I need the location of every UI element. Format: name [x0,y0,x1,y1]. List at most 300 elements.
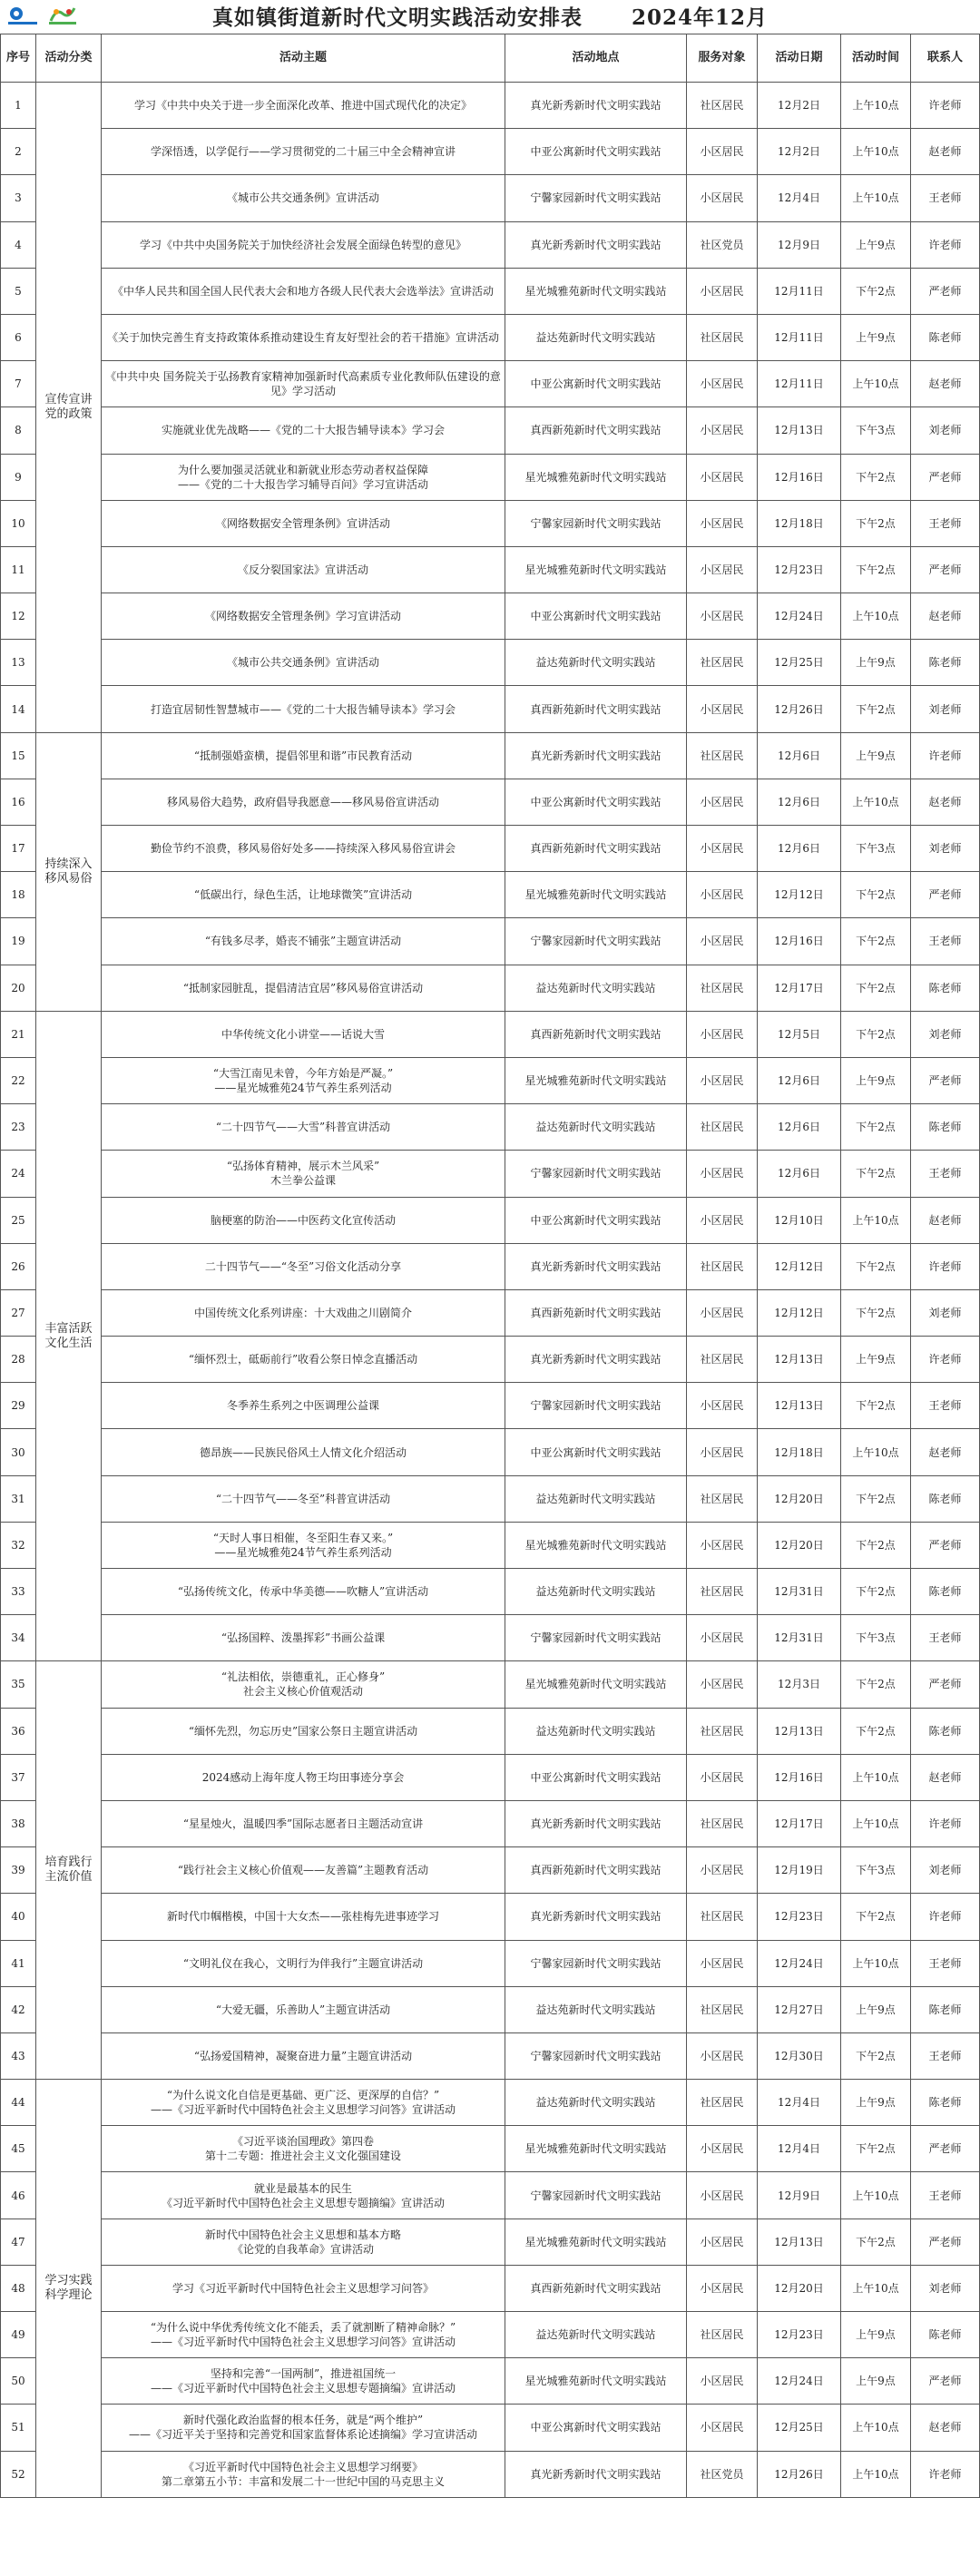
row-theme: 移风易俗大趋势，政府倡导我愿意——移风易俗宣讲活动 [102,779,505,825]
row-date: 12月13日 [758,2218,841,2265]
row-theme: “弘扬爱国精神，凝聚奋进力量”主题宣讲活动 [102,2032,505,2079]
row-date: 12月12日 [758,872,841,918]
row-place: 中亚公寓新时代文明实践站 [505,361,687,407]
row-place: 星光城雅苑新时代文明实践站 [505,872,687,918]
row-time: 下午3点 [841,1847,911,1894]
table-row [1,2172,980,2218]
row-no: 30 [1,1429,36,1475]
row-target: 小区居民 [687,1847,758,1894]
row-place: 真西新苑新时代文明实践站 [505,686,687,732]
row-contact: 许老师 [911,1894,980,1940]
row-date: 12月26日 [758,686,841,732]
row-no: 26 [1,1243,36,1289]
row-theme: 脑梗塞的防治——中医药文化宣传活动 [102,1197,505,1243]
row-date: 12月30日 [758,2032,841,2079]
row-time: 上午9点 [841,2312,911,2358]
row-place: 真光新秀新时代文明实践站 [505,221,687,268]
table-row [1,268,980,314]
row-no: 10 [1,500,36,546]
row-no: 42 [1,1986,36,2032]
row-time: 下午2点 [841,1151,911,1197]
row-place: 中亚公寓新时代文明实践站 [505,2405,687,2451]
row-contact: 许老师 [911,1243,980,1289]
row-time: 上午10点 [841,1754,911,1800]
row-date: 12月19日 [758,1847,841,1894]
row-no: 27 [1,1289,36,1336]
row-no: 51 [1,2405,36,2451]
row-place: 真西新苑新时代文明实践站 [505,1289,687,1336]
row-date: 12月12日 [758,1243,841,1289]
row-no: 8 [1,407,36,454]
title-main: 真如镇街道新时代文明实践活动安排表 [211,5,583,30]
row-target: 社区居民 [687,1243,758,1289]
table-row [1,1615,980,1661]
row-time: 下午2点 [841,918,911,965]
row-place: 宁馨家园新时代文明实践站 [505,1151,687,1197]
table-row [1,640,980,686]
header-date: 活动日期 [758,34,841,83]
row-theme: 打造宜居韧性智慧城市——《党的二十大报告辅导读本》学习会 [102,686,505,732]
table-row [1,221,980,268]
row-contact: 赵老师 [911,593,980,640]
row-date: 12月25日 [758,2405,841,2451]
table-row [1,872,980,918]
row-place: 真光新秀新时代文明实践站 [505,732,687,779]
header-time: 活动时间 [841,34,911,83]
row-date: 12月5日 [758,1011,841,1057]
row-time: 下午2点 [841,1475,911,1522]
row-date: 12月13日 [758,1337,841,1383]
row-target: 社区居民 [687,314,758,360]
header-place: 活动地点 [505,34,687,83]
row-no: 34 [1,1615,36,1661]
table-row [1,1661,980,1708]
row-time: 上午10点 [841,593,911,640]
row-theme: 为什么要加强灵活就业和新就业形态劳动者权益保障 ——《党的二十大报告学习辅导百问》学习宣讲活动 [102,454,505,500]
row-theme: 《习近平新时代中国特色社会主义思想学习纲要》 第二章第五小节：丰富和发展二十一世纪中国的马克思主义 [102,2451,505,2497]
row-no: 4 [1,221,36,268]
row-no: 52 [1,2451,36,2497]
row-time: 上午9点 [841,1337,911,1383]
row-place: 益达苑新时代文明实践站 [505,2080,687,2126]
table-row [1,500,980,546]
row-theme: “礼法相依，崇德重礼，正心修身” 社会主义核心价值观活动 [102,1661,505,1708]
row-date: 12月16日 [758,454,841,500]
row-date: 12月9日 [758,221,841,268]
row-target: 小区居民 [687,500,758,546]
row-target: 社区居民 [687,1894,758,1940]
table-row [1,1894,980,1940]
row-contact: 赵老师 [911,779,980,825]
row-no: 41 [1,1940,36,1986]
row-target: 小区居民 [687,1661,758,1708]
row-place: 星光城雅苑新时代文明实践站 [505,2358,687,2405]
row-target: 小区居民 [687,2265,758,2311]
row-no: 29 [1,1383,36,1429]
table-row [1,2032,980,2079]
row-date: 12月4日 [758,175,841,221]
row-no: 44 [1,2080,36,2126]
row-time: 下午2点 [841,268,911,314]
row-no: 46 [1,2172,36,2218]
row-place: 宁馨家园新时代文明实践站 [505,1940,687,1986]
header-theme: 活动主题 [102,34,505,83]
row-contact: 陈老师 [911,2312,980,2358]
row-place: 宁馨家园新时代文明实践站 [505,500,687,546]
row-target: 小区居民 [687,779,758,825]
row-no: 31 [1,1475,36,1522]
table-row [1,83,980,129]
row-time: 下午2点 [841,546,911,593]
row-target: 社区居民 [687,1800,758,1846]
row-date: 12月16日 [758,1754,841,1800]
row-time: 上午10点 [841,2265,911,2311]
row-target: 小区居民 [687,175,758,221]
table-row [1,2126,980,2172]
row-target: 小区居民 [687,2218,758,2265]
row-theme: 二十四节气——“冬至”习俗文化活动分享 [102,1243,505,1289]
table-row [1,1011,980,1057]
table-row [1,129,980,175]
row-no: 37 [1,1754,36,1800]
category-cell: 宣传宣讲 党的政策 [36,83,102,733]
row-time: 下午2点 [841,2126,911,2172]
row-place: 星光城雅苑新时代文明实践站 [505,268,687,314]
row-target: 小区居民 [687,361,758,407]
category-cell: 学习实践 科学理论 [36,2080,102,2498]
row-contact: 王老师 [911,175,980,221]
row-place: 宁馨家园新时代文明实践站 [505,918,687,965]
row-time: 上午10点 [841,83,911,129]
row-contact: 王老师 [911,2172,980,2218]
row-time: 下午2点 [841,872,911,918]
row-date: 12月25日 [758,640,841,686]
table-row [1,1986,980,2032]
row-date: 12月10日 [758,1197,841,1243]
row-theme: 中国传统文化系列讲座：十大戏曲之川剧简介 [102,1289,505,1336]
row-target: 小区居民 [687,1197,758,1243]
row-contact: 陈老师 [911,2080,980,2126]
row-no: 18 [1,872,36,918]
row-time: 上午9点 [841,732,911,779]
table-row [1,1057,980,1103]
header-target: 服务对象 [687,34,758,83]
table-row [1,1429,980,1475]
table-row [1,779,980,825]
row-theme: “践行社会主义核心价值观——友善篇”主题教育活动 [102,1847,505,1894]
row-no: 5 [1,268,36,314]
row-contact: 刘老师 [911,1011,980,1057]
row-contact: 严老师 [911,872,980,918]
table-row [1,407,980,454]
row-contact: 王老师 [911,500,980,546]
row-date: 12月11日 [758,361,841,407]
row-date: 12月24日 [758,593,841,640]
row-contact: 许老师 [911,83,980,129]
table-row [1,1151,980,1197]
row-contact: 王老师 [911,1615,980,1661]
row-contact: 严老师 [911,454,980,500]
row-target: 小区居民 [687,826,758,872]
row-no: 47 [1,2218,36,2265]
row-theme: “缅怀烈士，砥砺前行”收看公祭日悼念直播活动 [102,1337,505,1383]
row-theme: 冬季养生系列之中医调理公益课 [102,1383,505,1429]
row-contact: 严老师 [911,1057,980,1103]
row-place: 星光城雅苑新时代文明实践站 [505,1057,687,1103]
row-theme: 《网络数据安全管理条例》学习宣讲活动 [102,593,505,640]
row-date: 12月31日 [758,1569,841,1615]
row-target: 小区居民 [687,2032,758,2079]
row-contact: 刘老师 [911,2265,980,2311]
row-contact: 许老师 [911,221,980,268]
table-row [1,1940,980,1986]
table-row [1,2080,980,2126]
row-date: 12月26日 [758,2451,841,2497]
row-target: 小区居民 [687,268,758,314]
row-target: 小区居民 [687,546,758,593]
row-target: 小区居民 [687,1522,758,1568]
row-target: 小区居民 [687,454,758,500]
row-time: 上午10点 [841,2172,911,2218]
row-date: 12月27日 [758,1986,841,2032]
row-time: 下午2点 [841,1243,911,1289]
row-contact: 严老师 [911,2358,980,2405]
row-no: 13 [1,640,36,686]
row-theme: 《城市公共交通条例》宣讲活动 [102,640,505,686]
row-target: 社区居民 [687,1337,758,1383]
header [0,0,980,33]
table-row [1,361,980,407]
row-theme: “大爱无疆，乐善助人”主题宣讲活动 [102,1986,505,2032]
row-date: 12月12日 [758,1289,841,1336]
row-target: 社区居民 [687,2080,758,2126]
row-time: 下午2点 [841,965,911,1011]
row-theme: 《中共中央 国务院关于弘扬教育家精神加强新时代高素质专业化教师队伍建设的意见》学习活动 [102,361,505,407]
row-place: 益达苑新时代文明实践站 [505,1708,687,1754]
row-time: 下午2点 [841,1522,911,1568]
table-row [1,2405,980,2451]
row-time: 上午10点 [841,2451,911,2497]
row-target: 小区居民 [687,2126,758,2172]
row-contact: 刘老师 [911,1847,980,1894]
row-target: 社区党员 [687,221,758,268]
row-time: 上午10点 [841,129,911,175]
row-target: 小区居民 [687,686,758,732]
table-row [1,546,980,593]
row-no: 19 [1,918,36,965]
row-time: 下午2点 [841,1894,911,1940]
row-target: 小区居民 [687,2172,758,2218]
row-date: 12月16日 [758,918,841,965]
row-time: 上午9点 [841,1057,911,1103]
row-date: 12月13日 [758,407,841,454]
row-time: 上午10点 [841,175,911,221]
row-date: 12月4日 [758,2080,841,2126]
row-no: 49 [1,2312,36,2358]
row-time: 下午3点 [841,826,911,872]
row-target: 小区居民 [687,872,758,918]
table-row [1,1197,980,1243]
row-date: 12月6日 [758,1057,841,1103]
row-contact: 许老师 [911,732,980,779]
table-row [1,732,980,779]
row-place: 宁馨家园新时代文明实践站 [505,2032,687,2079]
row-date: 12月9日 [758,2172,841,2218]
row-contact: 赵老师 [911,361,980,407]
row-date: 12月4日 [758,2126,841,2172]
row-time: 上午10点 [841,1940,911,1986]
header-contact: 联系人 [911,34,980,83]
row-theme: 《关于加快完善生育支持政策体系推动建设生育友好型社会的若干措施》宣讲活动 [102,314,505,360]
row-target: 小区居民 [687,1429,758,1475]
row-place: 中亚公寓新时代文明实践站 [505,1754,687,1800]
row-place: 宁馨家园新时代文明实践站 [505,1383,687,1429]
row-time: 下午2点 [841,454,911,500]
row-theme: 德昂族——民族民俗风土人情文化介绍活动 [102,1429,505,1475]
row-target: 小区居民 [687,1615,758,1661]
row-theme: 勤俭节约不浪费，移风易俗好处多——持续深入移风易俗宣讲会 [102,826,505,872]
row-place: 星光城雅苑新时代文明实践站 [505,1522,687,1568]
row-target: 社区党员 [687,2451,758,2497]
row-place: 中亚公寓新时代文明实践站 [505,129,687,175]
row-contact: 严老师 [911,2218,980,2265]
row-date: 12月6日 [758,732,841,779]
row-no: 45 [1,2126,36,2172]
row-no: 14 [1,686,36,732]
row-no: 48 [1,2265,36,2311]
row-no: 28 [1,1337,36,1383]
row-theme: “星星烛火，温暖四季”国际志愿者日主题活动宣讲 [102,1800,505,1846]
row-theme: 《网络数据安全管理条例》宣讲活动 [102,500,505,546]
row-no: 6 [1,314,36,360]
row-date: 12月18日 [758,500,841,546]
row-target: 社区居民 [687,83,758,129]
row-no: 12 [1,593,36,640]
table-row [1,593,980,640]
page-title [0,0,980,34]
row-no: 2 [1,129,36,175]
row-contact: 赵老师 [911,1197,980,1243]
row-no: 35 [1,1661,36,1708]
row-no: 39 [1,1847,36,1894]
table-row [1,2218,980,2265]
row-theme: “有钱多尽孝，婚丧不铺张”主题宣讲活动 [102,918,505,965]
row-no: 7 [1,361,36,407]
table-row [1,1754,980,1800]
row-place: 宁馨家园新时代文明实践站 [505,2172,687,2218]
row-contact: 陈老师 [911,1708,980,1754]
row-place: 真光新秀新时代文明实践站 [505,1894,687,1940]
row-place: 星光城雅苑新时代文明实践站 [505,2218,687,2265]
row-target: 小区居民 [687,1011,758,1057]
row-theme: 中华传统文化小讲堂——话说大雪 [102,1011,505,1057]
row-contact: 王老师 [911,2032,980,2079]
row-date: 12月23日 [758,2312,841,2358]
row-target: 小区居民 [687,1383,758,1429]
row-no: 16 [1,779,36,825]
row-place: 益达苑新时代文明实践站 [505,1104,687,1151]
row-target: 小区居民 [687,1151,758,1197]
row-date: 12月6日 [758,826,841,872]
table-row [1,314,980,360]
row-contact: 刘老师 [911,826,980,872]
row-theme: 《中华人民共和国全国人民代表大会和地方各级人民代表大会选举法》宣讲活动 [102,268,505,314]
table-row [1,1475,980,1522]
row-time: 下午2点 [841,1383,911,1429]
row-place: 中亚公寓新时代文明实践站 [505,779,687,825]
row-theme: “弘扬国粹、泼墨挥彩”书画公益课 [102,1615,505,1661]
row-theme: “弘扬体育精神，展示木兰风采” 木兰拳公益课 [102,1151,505,1197]
category-cell: 丰富活跃 文化生活 [36,1011,102,1661]
row-theme: “二十四节气——大雪”科普宣讲活动 [102,1104,505,1151]
row-target: 社区居民 [687,1569,758,1615]
row-contact: 王老师 [911,1151,980,1197]
row-theme: “低碳出行，绿色生活，让地球微笑”宣讲活动 [102,872,505,918]
row-contact: 许老师 [911,2451,980,2497]
row-theme: 新时代巾帼楷模，中国十大女杰——张桂梅先进事迹学习 [102,1894,505,1940]
row-place: 真光新秀新时代文明实践站 [505,1337,687,1383]
row-date: 12月24日 [758,2358,841,2405]
row-target: 社区居民 [687,1986,758,2032]
table-row [1,1522,980,1568]
schedule-table [0,34,980,2498]
row-contact: 王老师 [911,918,980,965]
row-theme: 坚持和完善“一国两制”，推进祖国统一 ——《习近平新时代中国特色社会主义思想专题摘编》宣讲活动 [102,2358,505,2405]
row-place: 宁馨家园新时代文明实践站 [505,175,687,221]
row-date: 12月18日 [758,1429,841,1475]
row-date: 12月20日 [758,1522,841,1568]
row-no: 20 [1,965,36,1011]
row-date: 12月24日 [758,1940,841,1986]
row-theme: 《城市公共交通条例》宣讲活动 [102,175,505,221]
row-contact: 陈老师 [911,640,980,686]
row-date: 12月20日 [758,2265,841,2311]
row-theme: “文明礼仪在我心，文明行为伴我行”主题宣讲活动 [102,1940,505,1986]
row-time: 上午10点 [841,361,911,407]
row-no: 24 [1,1151,36,1197]
row-theme: “缅怀先烈，勿忘历史”国家公祭日主题宣讲活动 [102,1708,505,1754]
table-row [1,1569,980,1615]
row-place: 益达苑新时代文明实践站 [505,1475,687,1522]
row-place: 宁馨家园新时代文明实践站 [505,1615,687,1661]
row-no: 23 [1,1104,36,1151]
row-time: 上午9点 [841,314,911,360]
row-contact: 赵老师 [911,1429,980,1475]
row-time: 下午2点 [841,2218,911,2265]
row-no: 33 [1,1569,36,1615]
row-no: 9 [1,454,36,500]
table-row [1,1104,980,1151]
row-theme: 新时代强化政治监督的根本任务，就是“两个维护” ——《习近平关于坚持和完善党和国家监督体系论述摘编》学习宣讲活动 [102,2405,505,2451]
row-contact: 陈老师 [911,1475,980,1522]
row-theme: 就业是最基本的民生 《习近平新时代中国特色社会主义思想专题摘编》宣讲活动 [102,2172,505,2218]
row-no: 17 [1,826,36,872]
row-theme: “为什么说中华优秀传统文化不能丢，丢了就割断了精神命脉？” ——《习近平新时代中国特色社会主义思想学习问答》宣讲活动 [102,2312,505,2358]
table-header-row [1,34,980,83]
row-target: 小区居民 [687,1940,758,1986]
row-target: 社区居民 [687,1475,758,1522]
table-row [1,2312,980,2358]
row-place: 中亚公寓新时代文明实践站 [505,593,687,640]
table-row [1,454,980,500]
row-no: 36 [1,1708,36,1754]
table-row [1,1847,980,1894]
row-date: 12月17日 [758,1800,841,1846]
row-theme: “天时人事日相催，冬至阳生春又来。” ——星光城雅苑24节气养生系列活动 [102,1522,505,1568]
header-no: 序号 [1,34,36,83]
row-date: 12月31日 [758,1615,841,1661]
row-contact: 严老师 [911,546,980,593]
